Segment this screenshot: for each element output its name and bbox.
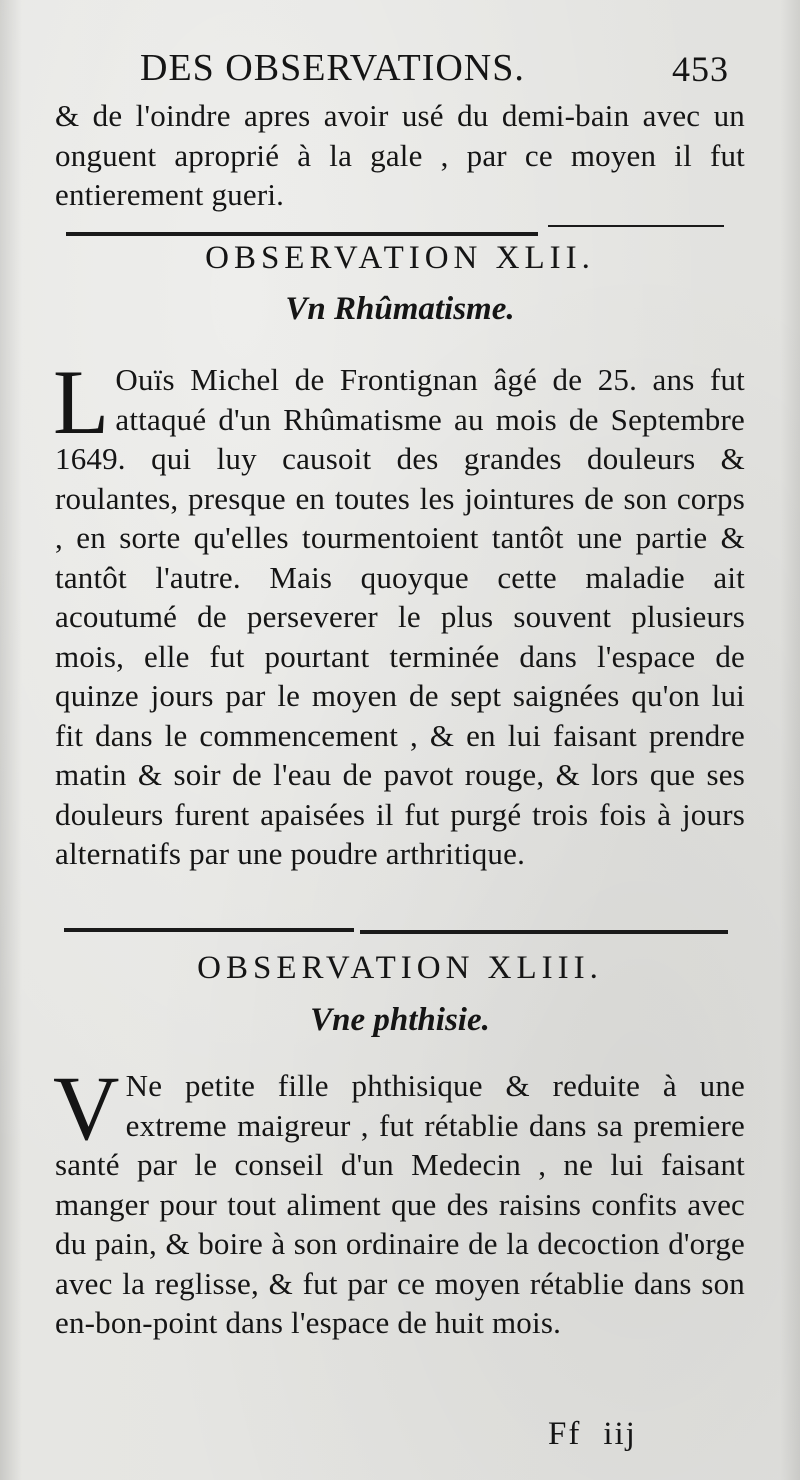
section-divider-right: [360, 930, 728, 934]
signature-number: iij: [603, 1416, 637, 1452]
observation-body: [53, 351, 745, 874]
section-divider-left: [64, 928, 354, 932]
observation-subtitle: Vn Rhûmatisme.: [285, 291, 515, 327]
signature-letters: Ff: [548, 1416, 582, 1452]
observation-heading: OBSERVATION XLII.: [205, 240, 595, 276]
drop-cap: L: [53, 351, 110, 453]
continuation-paragraph: [55, 96, 745, 215]
signature-mark: [548, 1416, 659, 1453]
observation-heading: OBSERVATION XLIII.: [197, 950, 603, 986]
running-title: DES OBSERVATIONS.: [140, 47, 525, 89]
page-number: 453: [672, 49, 729, 89]
observation-subtitle: Vne phthisie.: [310, 1002, 490, 1038]
drop-cap: V: [53, 1057, 120, 1159]
observation-body-text: Ne petite fille phthisique & reduite à une extreme maigreur , fut rétablie dans sa premiere santé par le conseil d'un Medecin , ne lui faisant manger pour tout aliment que des raisins confits avec du pain, & boire à son ordinaire de la decoction d'orge avec la reglisse, & fut par ce moyen rétablie dans son en-bon-point dans l'espace de huit mois.: [55, 1068, 745, 1340]
continuation-text: & de l'oindre apres avoir usé du demi-bain avec un onguent aproprié à la gale , par ce moyen il fut entierement gueri.: [55, 98, 745, 212]
observation-body: [53, 1057, 745, 1343]
section-divider-right: [548, 225, 724, 227]
section-divider-left: [66, 232, 538, 236]
observation-body-text: Ouïs Michel de Frontignan âgé de 25. ans fut attaqué d'un Rhûmatisme au mois de Septembre 1649. qui luy causoit des grandes douleurs & roulantes, presque en toutes les jointures de son corps , en sorte qu'elles tourmentoient tantôt une partie & tantôt l'autre. Mais quoyque cette maladie ait acoutumé de perseverer le plus souvent plusieurs mois, elle fut pourtant terminée dans l'espace de quinze jours par le moyen de sept saignées qu'on lui fit dans le commencement , & en lui faisant prendre matin & soir de l'eau de pavot rouge, & lors que ses douleurs furent apaisées il fut purgé trois fois à jours alternatifs par une poudre arthritique.: [55, 362, 745, 871]
running-head: [0, 46, 800, 96]
